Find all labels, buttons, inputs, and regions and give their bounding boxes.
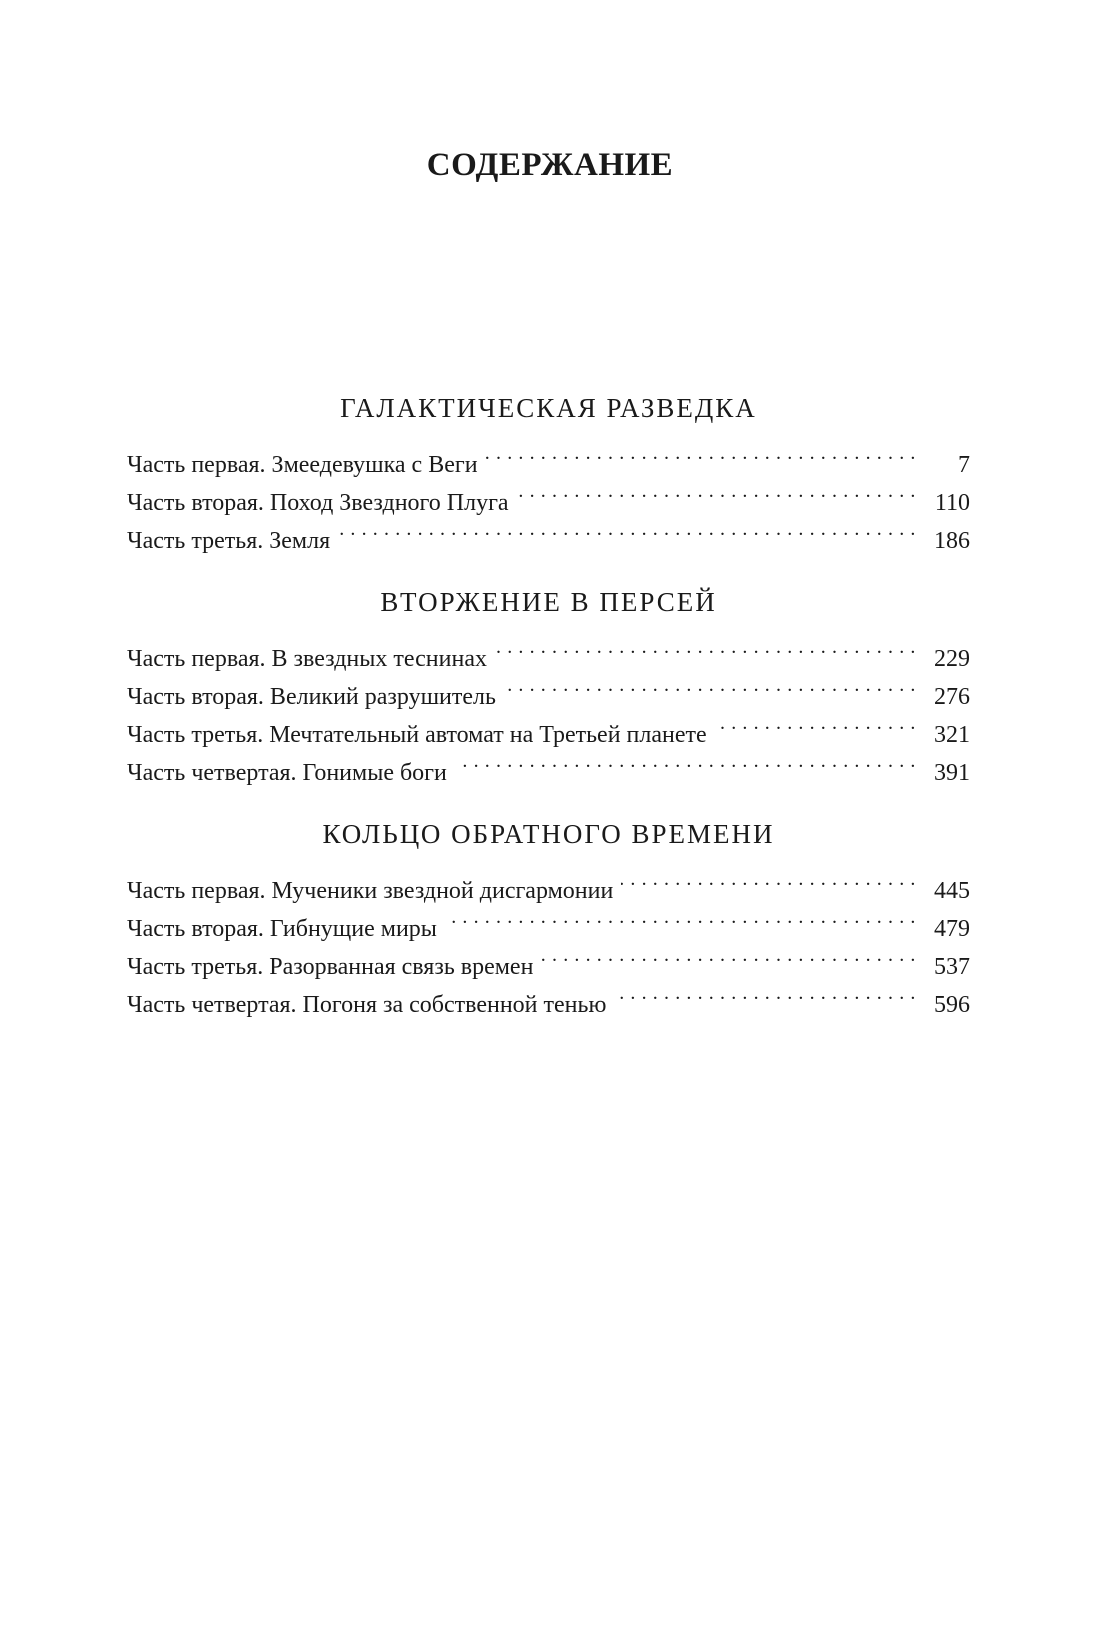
section-title: ГАЛАКТИЧЕСКАЯ РАЗВЕДКА xyxy=(340,393,757,423)
entry-title: Часть вторая. Великий разрушитель xyxy=(127,684,496,710)
dot-leader xyxy=(621,860,916,898)
entry-title: Часть вторая. Гибнущие миры xyxy=(127,916,437,942)
section-title: КОЛЬЦО ОБРАТНОГО ВРЕМЕНИ xyxy=(322,819,775,849)
entry-page-number: 445 xyxy=(934,878,970,904)
entry-page-number: 479 xyxy=(934,916,970,942)
entry-title: Часть четвертая. Гонимые боги xyxy=(127,760,447,786)
toc-entry xyxy=(127,434,970,478)
entry-title: Часть первая. Змеедевушка с Веги xyxy=(127,452,478,478)
entry-page-number: 276 xyxy=(934,684,970,710)
toc-entry xyxy=(127,860,970,904)
entry-page-number: 596 xyxy=(934,992,970,1018)
table-of-contents xyxy=(127,388,970,1046)
dot-leader xyxy=(715,704,916,742)
dot-leader xyxy=(517,472,916,510)
dot-leader xyxy=(445,898,916,936)
entry-page-number: 391 xyxy=(934,760,970,786)
entry-title: Часть третья. Разорванная связь времен xyxy=(127,954,534,980)
toc-section xyxy=(127,814,970,1018)
toc-section xyxy=(127,388,970,554)
dot-leader xyxy=(504,666,916,704)
entry-title: Часть первая. В звездных теснинах xyxy=(127,646,487,672)
entry-title: Часть четвертая. Погоня за собственной тенью xyxy=(127,992,607,1018)
entry-page-number: 110 xyxy=(934,490,970,516)
entry-page-number: 537 xyxy=(934,954,970,980)
dot-leader xyxy=(541,936,916,974)
entry-page-number: 229 xyxy=(934,646,970,672)
dot-leader xyxy=(614,974,916,1012)
entry-page-number: 7 xyxy=(958,452,970,478)
page-title: СОДЕРЖАНИЕ xyxy=(426,147,674,183)
dot-leader xyxy=(455,742,916,780)
dot-leader xyxy=(495,628,916,666)
section-title: ВТОРЖЕНИЕ В ПЕРСЕЙ xyxy=(380,587,717,617)
entry-title: Часть первая. Мученики звездной дисгармонии xyxy=(127,878,614,904)
entry-title: Часть вторая. Поход Звездного Плуга xyxy=(127,490,509,516)
toc-section xyxy=(127,582,970,786)
toc-entry xyxy=(127,628,970,672)
dot-leader xyxy=(338,510,916,548)
entry-page-number: 321 xyxy=(934,722,970,748)
entry-page-number: 186 xyxy=(934,528,970,554)
dot-leader xyxy=(486,434,916,472)
entry-title: Часть третья. Земля xyxy=(127,528,331,554)
entry-title: Часть третья. Мечтательный автомат на Третьей планете xyxy=(127,722,707,748)
